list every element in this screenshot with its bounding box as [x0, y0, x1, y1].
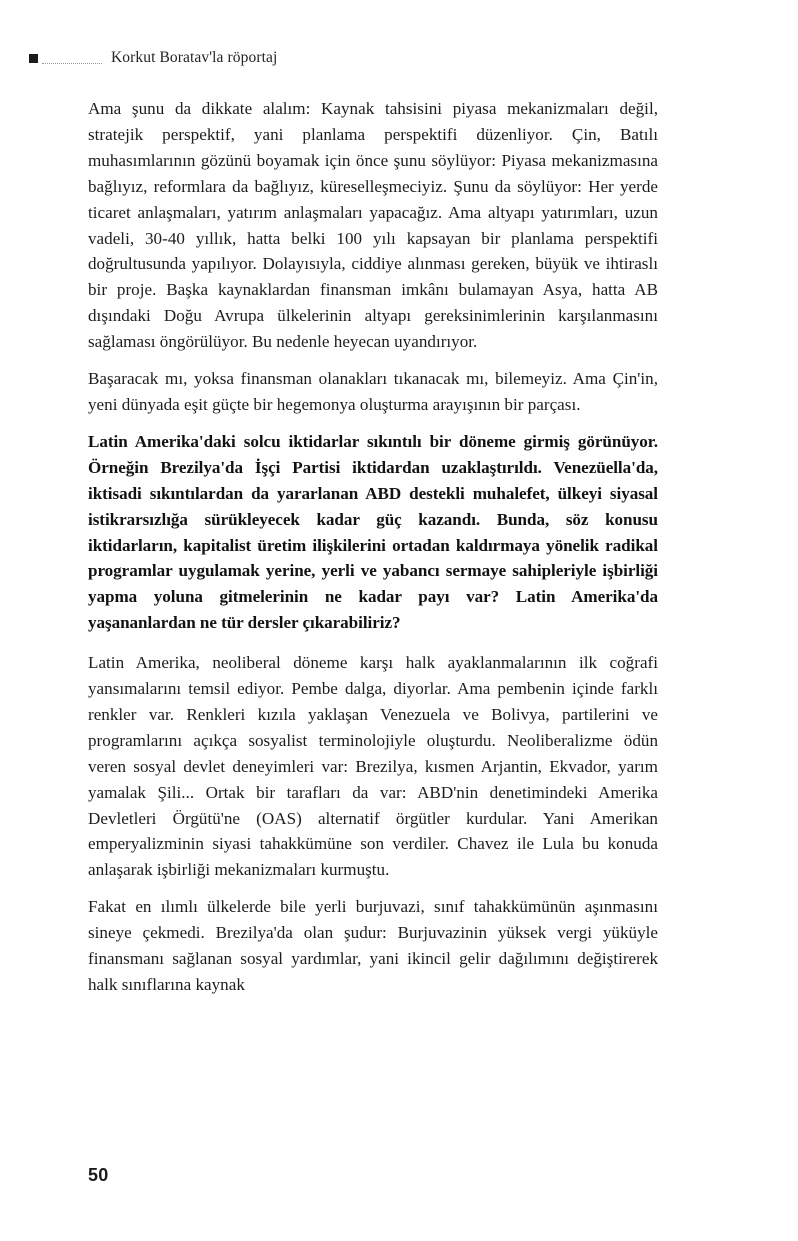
paragraph-5: Fakat en ılımlı ülkelerde bile yerli burjuvazi, sınıf tahakkümünün aşınmasını sineye çekmedi. Brezilya'da olan şudur: Burjuvazinin yüksek vergi yüküyle finansmanı sağlanan sosyal yardımlar, yani ikincil gelir dağılımını değiştirerek halk sınıflarına kaynak: [88, 897, 658, 994]
page-number: 50: [88, 1165, 109, 1185]
filled-square-icon: [29, 54, 38, 63]
body-text-column: [88, 96, 658, 998]
running-header-title: Korkut Boratav'la röportaj: [111, 49, 278, 67]
dotted-leader-icon: [42, 54, 102, 64]
paragraph-4: Latin Amerika, neoliberal döneme karşı halk ayaklanmalarının ilk coğrafi yansımalarını temsil ediyor. Pembe dalga, diyorlar. Ama pembenin içinde farklı renkler var. Renkleri kızıla yaklaşan Venezuela ve Bolivya, partilerini ve programlarını açıkça sosyalist terminolojiyle oluşturdu. Neoliberalizme ödün veren sosyal devlet deneyimleri var: Brezilya, kısmen Arjantin, Ekvador, yarım yamalak Şili... Ortak bir tarafları da var: ABD'nin denetimindeki Amerika Devletleri Örgütü'ne (OAS) alternatif örgütler kurdular. Yani Amerikan emperyalizminin siyasi tahakkümüne son verdiler. Chavez ile Lula bu konuda anlaşarak işbirliği mekanizmaları kurmuştu.: [88, 653, 658, 880]
running-header: [29, 47, 669, 69]
interview-question-paragraph: Latin Amerika'daki solcu iktidarlar sıkıntılı bir döneme girmiş görünüyor. Örneğin Brezilya'da İşçi Partisi iktidardan uzaklaştırıldı. Venezüella'da, iktisadi sıkıntılardan da yararlanan ABD destekli muhalefet, ülkeyi siyasal istikrarsızlığa sürükleyecek kadar güç kazandı. Bunda, söz konusu iktidarların, kapitalist üretim ilişkilerini ortadan kaldırmaya yönelik radikal programlar uygulamak yerine, yerli ve yabancı sermaye sahipleriyle işbirliği yapma yoluna gitmelerinin ne kadar payı var? Latin Amerika'da yaşananlardan ne tür dersler çıkarabiliriz?: [88, 431, 658, 633]
paragraph-1: Ama şunu da dikkate alalım: Kaynak tahsisini piyasa mekanizmaları değil, stratejik perspektif, yani planlama perspektifi düzenliyor. Çin, Batılı muhasımlarının gözünü boyamak için önce şunu söylüyor: Piyasa mekanizmasına bağlıyız, reformlara da bağlıyız, küreselleşmeciyiz. Şunu da söylüyor: Her yerde ticaret anlaşmaları, yatırım anlaşmaları yapacağız. Ama altyapı yatırımları, uzun vadeli, 30-40 yıllık, hatta belki 100 yılı kapsayan bir planlama perspektifi doğrultusunda yapılıyor. Dolayısıyla, ciddiye alınması gereken, büyük ve ihtiraslı bir proje. Başka kaynaklardan finansman imkânı bulamayan Asya, hatta AB dışındaki Doğu Avrupa ülkelerinin altyapı gereksinimlerinin karşılanmasını sağlaması öngörülüyor. Bu nedenle heyecan uyandırıyor.: [88, 99, 658, 352]
paragraph-2: Başaracak mı, yoksa finansman olanakları tıkanacak mı, bilemeyiz. Ama Çin'in, yeni dünyada eşit güçte bir hegemonya oluşturma arayışının bir parçası.: [88, 369, 658, 414]
